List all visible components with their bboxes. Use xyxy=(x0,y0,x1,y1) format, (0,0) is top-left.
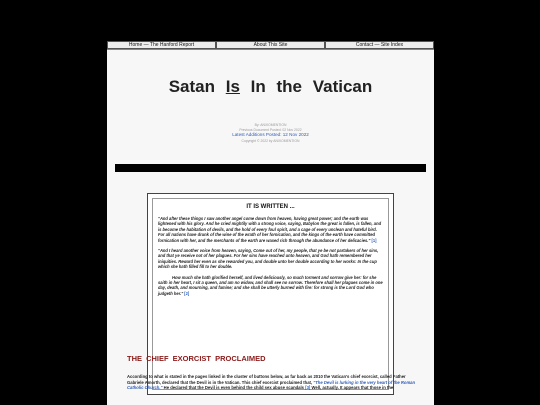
section-heading: THE CHIEF EXORCIST PROCLAIMED xyxy=(127,354,266,363)
author-line: By: ANXIOMENTION xyxy=(254,123,287,127)
title-part-2: Is xyxy=(225,77,240,96)
quote-3-text: How much she hath glorified herself, and lived deliciously, so much torment and sorrow give her: for she saith in her heart, I sit a queen, and am no widow, and shall see no sorrow. Therefore shall her plagues come in one day, death, and mourning, and famine; and she shall be utterly burned with fire: for strong is the Lord God who judgeth her." xyxy=(158,274,383,296)
top-nav xyxy=(107,41,434,50)
footnote-link-1[interactable]: [1] xyxy=(371,237,377,243)
section-body xyxy=(127,374,417,391)
title-part-3: In the Vatican xyxy=(250,77,373,96)
nav-contact-button[interactable]: Contact — Site Index xyxy=(325,41,434,49)
footnote-link-2[interactable]: [2] xyxy=(184,290,190,296)
divider-bar xyxy=(115,164,426,172)
it-is-written-heading: IT IS WRITTEN ... xyxy=(246,204,295,210)
page-title xyxy=(107,77,434,97)
quote-1-text: "And after these things I saw another angel come down from heaven, having great power; and the earth was lightened with his glory. And he cried mightily with a strong voice, saying, Babylon the great is fallen, is fallen, and is become the habitation of devils, and the hold of every foul spirit, and a cage of every unclean and hateful bird. For all nations have drunk of the wine of the wrath of her fornication, and the kings of the earth have committed fornication with her, and the merchants of the earth are waxed rich through the abundance of her delicacies." xyxy=(158,216,382,243)
body-text-2: He declared that the Devil is even behind the child sex abuse scandals xyxy=(163,385,305,391)
quote-1 xyxy=(158,216,383,243)
nav-home-button[interactable]: Home — The Hanford Report xyxy=(107,41,216,49)
it-is-written-box xyxy=(147,193,394,395)
previous-posted: Previous Document Posted: 02 Nov 2022 xyxy=(239,128,302,132)
page-container xyxy=(107,41,434,405)
body-text-1: According to what is stated in the pages linked in the cluster of buttons below, as far back as 2010 the Vatican's chief exorcist, called Father Gabriele Amorth, declared that the Devil is in the Vatican. This chief exorcist proclaimed that, xyxy=(127,374,406,385)
body-text-3: Well, actually. It appears that those in the xyxy=(311,385,394,391)
copyright-line: Copyright © 2022 by ANXIOMENTION xyxy=(241,139,300,143)
title-part-1: Satan xyxy=(168,77,216,96)
latest-posted: Latest Additions Posted: 12 Nov 2022 xyxy=(232,132,309,137)
quote-3 xyxy=(158,275,383,297)
quote-2: "And I heard another voice from heaven, saying, Come out of her, my people, that ye be not partakers of her sins, and that ye receive not of her plagues. For her sins have reached unto heaven, and God hath remembered her iniquities. Reward her even as she rewarded you, and double unto her double according to her works: In the cup which she hath filled fill to her double. xyxy=(158,248,379,270)
footnote-link-3[interactable]: [3] xyxy=(305,385,311,391)
body-quote: "The Devil is lurking in the very heart of the Roman Catholic Church." xyxy=(127,379,416,391)
nav-about-button[interactable]: About This Site xyxy=(216,41,325,49)
